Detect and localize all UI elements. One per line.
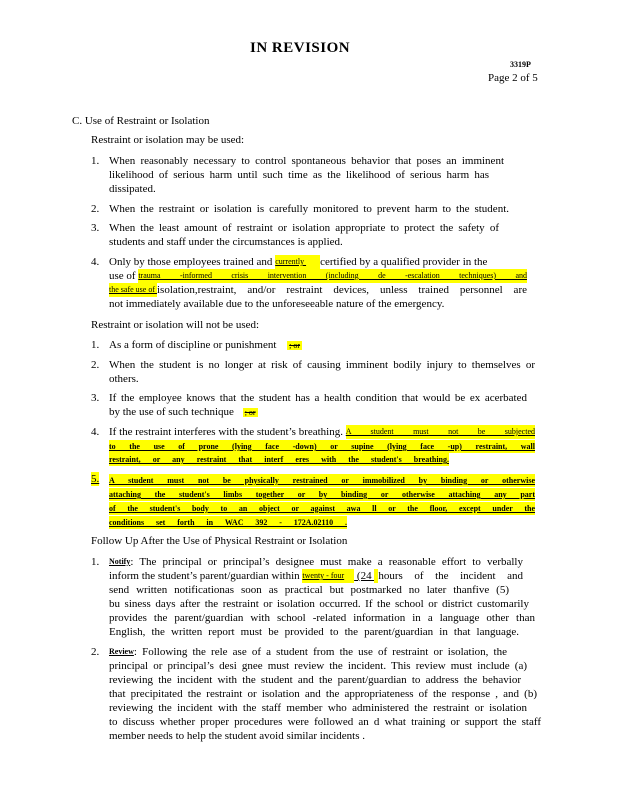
list-item-line: dissipated. xyxy=(109,183,156,195)
highlighted-insertion: to the use of prone (lying face -down) or supine (lying face -up) restraint, wall xyxy=(109,442,535,451)
list-item-line: reviewing the incident with the staff member who administered the restraint or isolation xyxy=(109,702,527,714)
deleted-mark: ; or xyxy=(244,408,256,417)
list-item-line: not immediately available due to the unforeseeable nature of the emergency. xyxy=(109,298,445,310)
text-run: certified by a qualified provider in the xyxy=(320,256,488,268)
deleted-mark: ; or xyxy=(289,341,301,350)
highlighted-insertion: twenty - four xyxy=(302,569,354,583)
highlighted-insertion: A student must not be subjected xyxy=(346,425,535,439)
highlighted-insertion xyxy=(109,453,449,466)
list-item-line xyxy=(109,269,527,283)
text-run: : Following the rele ase of a student from the use of restraint or isolation, the xyxy=(133,646,507,658)
list-item-line: member needs to help the student avoid similar incidents . xyxy=(109,730,365,742)
list-item-line xyxy=(109,283,527,297)
list-item-line: others. xyxy=(109,373,139,385)
text-run: As a form of discipline or punishment xyxy=(109,339,277,351)
list-item-line: to discuss whether proper procedures were followed an d what training or support the staff xyxy=(109,716,541,728)
list-item-line: send written notificationas soon as practical but postmarked no later thanfive (5) xyxy=(109,584,509,596)
list-number: 1. xyxy=(91,155,100,167)
item-label: Notify xyxy=(109,557,131,566)
list-number: 1. xyxy=(91,556,100,568)
text-run: inform the student’s parent/guardian within xyxy=(109,570,303,582)
list-item-line: When the restraint or isolation is carefully monitored to prevent harm to the student. xyxy=(109,203,509,215)
list-item-line: English, the written report must be provided to the parent/guardian in that language. xyxy=(109,626,519,638)
list-number: 1. xyxy=(91,339,100,351)
text-run: isolation,restraint, and/or restraint devices, unless trained personnel are xyxy=(156,284,527,296)
follow-up-heading: Follow Up After the Use of Physical Restraint or Isolation xyxy=(91,535,348,547)
text-run: by the use of such technique xyxy=(109,406,234,418)
list-item-line xyxy=(109,555,523,569)
list-item-line: reviewing the incident with the student and the parent/guardian to address the behavior xyxy=(109,674,521,686)
list-item-line: When the student is no longer at risk of causing imminent bodily injury to themselves or xyxy=(109,359,535,371)
list-item-line: that precipitated the restraint or isolation and the appropriateness of the response , and (b) xyxy=(109,688,537,700)
page-number: Page 2 of 5 xyxy=(488,72,538,84)
list-item-line: provides the parent/guardian with school -related information in a language other than xyxy=(109,612,535,624)
list-item-line: When the least amount of restraint or isolation appropriate to protect the safety of xyxy=(109,222,499,234)
highlighted-insertion: the safe use of xyxy=(109,283,157,297)
highlighted-insertion: of the student's body to an object or against awa ll or the floor, except under the xyxy=(109,504,535,513)
list-number: 2. xyxy=(91,646,100,658)
list-item-line xyxy=(109,645,507,659)
list-number: 4. xyxy=(91,256,100,268)
list-item-line xyxy=(109,255,527,269)
list-number: 3. xyxy=(91,222,100,234)
list-number: 3. xyxy=(91,392,100,404)
text-run: Only by those employees trained and xyxy=(109,256,276,268)
list-item-line xyxy=(109,405,258,420)
text-run: restraint, or any restraint that interf eres with the student's breathing. xyxy=(109,455,449,464)
text-run: : The principal or principal’s designee must make a reasonable effort to verbally xyxy=(130,556,523,568)
list-item-line xyxy=(109,425,535,439)
text-run: use of xyxy=(109,270,139,282)
highlighted-insertion: currently xyxy=(275,255,320,269)
list-number: 2. xyxy=(91,359,100,371)
text-run: If the restraint interferes with the student’s breathing. xyxy=(109,426,346,438)
highlighted-insertion: conditions set forth in WAC 392 - 172A.02110 . xyxy=(109,518,347,527)
document-title: IN REVISION xyxy=(250,40,351,56)
list-item-line: students and staff under the circumstances is applied. xyxy=(109,236,343,248)
list-number: 5. xyxy=(91,473,100,485)
highlighted-insertion: A student must not be physically restrained or immobilized by binding or otherwise xyxy=(109,476,535,485)
list-item-line xyxy=(109,569,523,583)
list-item-line: bu siness days after the restraint or isolation occurred. If the school or district customarily xyxy=(109,598,529,610)
list-item-line: likelihood of serious harm until such time as the likelihood of serious harm has xyxy=(109,169,489,181)
policy-code: 3319P xyxy=(510,60,531,69)
text-run: (24 xyxy=(354,570,375,582)
not-used-intro: Restraint or isolation will not be used: xyxy=(91,319,260,331)
item-label: Review xyxy=(109,647,134,656)
list-item-line: When reasonably necessary to control spontaneous behavior that poses an imminent xyxy=(109,155,504,167)
section-c-heading: C. Use of Restraint or Isolation xyxy=(72,115,210,127)
list-number: 4. xyxy=(91,426,100,438)
list-item-line: If the employee knows that the student has a health condition that would be ex acerbated xyxy=(109,392,527,404)
may-be-used-intro: Restraint or isolation may be used: xyxy=(91,134,245,146)
list-number: 2. xyxy=(91,203,100,215)
highlighted-insertion: attaching the student's limbs together or by binding or otherwise attaching any part xyxy=(109,490,535,499)
highlighted-insertion: trauma -informed crisis intervention (including de -escalation techniques) and xyxy=(138,269,527,283)
list-item-line: principal or principal’s desi gnee must review the incident. This review must include (a) xyxy=(109,660,527,672)
text-run: hours of the incident and xyxy=(378,570,523,582)
list-item-line xyxy=(109,338,302,353)
